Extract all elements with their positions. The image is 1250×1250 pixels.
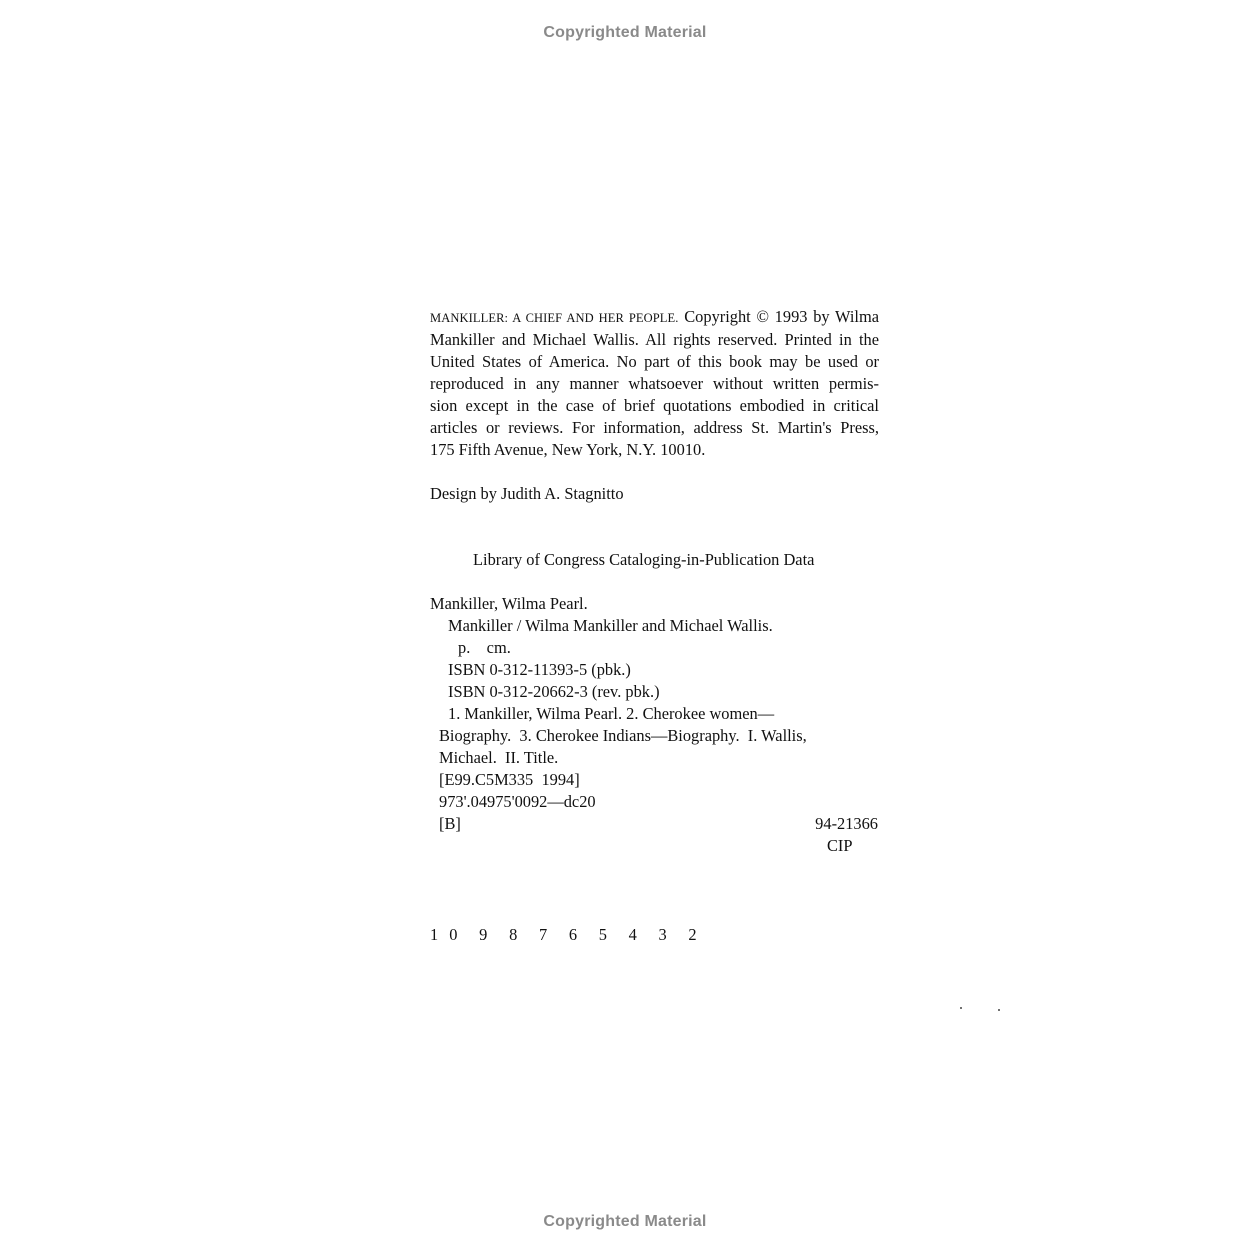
scan-speck-2 (998, 1009, 1000, 1011)
copyright-line-2: Mankiller and Michael Wallis. All rights reserved. Printed in the (430, 330, 879, 349)
cip-subjects-line-2: Biography. 3. Cherokee Indians—Biography. I. Wallis, (439, 726, 807, 745)
cip-lccn: 94-21366 (815, 814, 878, 833)
cip-heading: Library of Congress Cataloging-in-Publication Data (473, 550, 815, 569)
copyright-line-4: reproduced in any manner whatsoever without written permis- (430, 374, 879, 393)
scan-speck-1 (960, 1007, 962, 1009)
cip-bracket-row (430, 813, 880, 835)
cip-subjects-line-3: Michael. II. Title. (439, 748, 559, 767)
copyright-line-3: United States of America. No part of this book may be used or (430, 352, 879, 371)
cip-dewey: 973'.04975'0092—dc20 (439, 792, 596, 811)
cip-bracket-b: [B] (439, 814, 461, 833)
cip-author: Mankiller, Wilma Pearl. (430, 594, 588, 613)
design-credit: Design by Judith A. Stagnitto (430, 484, 624, 503)
cip-tag: CIP (827, 836, 853, 855)
watermark-top: Copyrighted Material (543, 24, 707, 41)
book-title-smallcaps: MANKILLER: A CHIEF AND HER PEOPLE. (430, 311, 679, 325)
watermark-bottom: Copyrighted Material (543, 1213, 707, 1230)
copyright-line-7: 175 Fifth Avenue, New York, N.Y. 10010. (430, 440, 706, 459)
cip-isbn-2: ISBN 0-312-20662-3 (rev. pbk.) (448, 682, 660, 701)
copyright-notice (430, 306, 879, 461)
cip-tag-row (430, 835, 880, 857)
copyright-line-5: sion except in the case of brief quotations embodied in critical (430, 396, 879, 415)
cip-lc-class: [E99.C5M335 1994] (439, 770, 580, 789)
cip-subjects-line-1: 1. Mankiller, Wilma Pearl. 2. Cherokee women— (448, 704, 775, 723)
cip-title-statement: Mankiller / Wilma Mankiller and Michael Wallis. (448, 616, 773, 635)
cip-data-block (430, 593, 880, 857)
cip-isbn-1: ISBN 0-312-11393-5 (pbk.) (448, 660, 631, 679)
printing-line: 1 0 9 8 7 6 5 4 3 2 (430, 925, 698, 944)
copyright-line-6: articles or reviews. For information, address St. Martin's Press, (430, 418, 879, 437)
cip-pages: p. cm. (458, 638, 511, 657)
copyright-line-1: MANKILLER: A CHIEF AND HER PEOPLE. Copyright © 1993 by Wilma (430, 307, 880, 326)
